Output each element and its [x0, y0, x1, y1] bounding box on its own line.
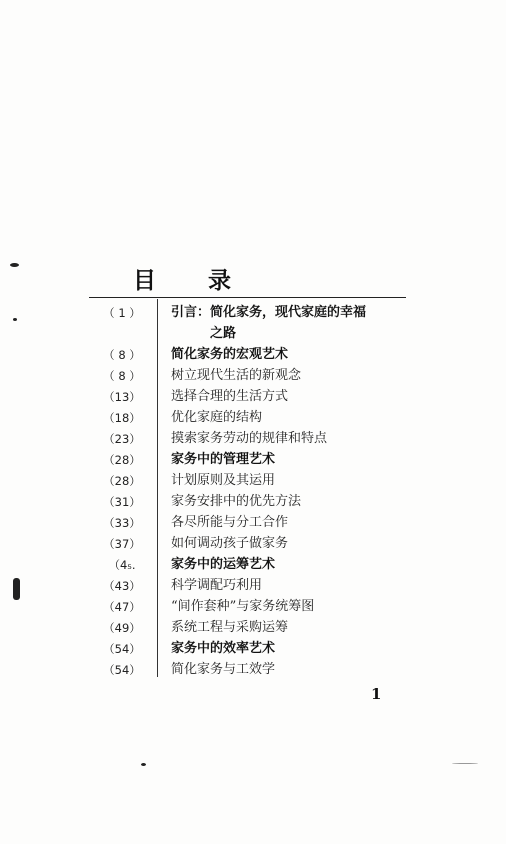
toc-entry: [0, 618, 506, 638]
toc-entry-text: 优化家庭的结构: [171, 410, 263, 425]
toc-page-ref: （ 1 ）: [103, 306, 141, 320]
toc-entry: [0, 471, 506, 491]
toc-entry-text: 引言：简化家务，现代家庭的幸福: [171, 305, 367, 320]
toc-entry: [0, 303, 506, 323]
toc-title: 目 录: [133, 268, 254, 294]
toc-entry: [0, 366, 506, 386]
toc-page-ref: （54）: [103, 642, 141, 656]
toc-entry-text: 简化家务的宏观艺术: [171, 347, 289, 362]
toc-entry-text: 家务中的管理艺术: [171, 452, 276, 467]
page-number: 1: [371, 685, 382, 703]
toc-entry: [0, 534, 506, 554]
toc-page-ref: （37）: [103, 537, 141, 551]
toc-page-ref: （18）: [103, 411, 141, 425]
toc-entry-text: 简化家务与工效学: [171, 662, 276, 677]
toc-page-ref: （ 8 ）: [103, 369, 141, 383]
toc-entry-text: 树立现代生活的新观念: [171, 368, 302, 383]
toc-entry-text: 之路: [210, 326, 237, 341]
toc-entry-continuation: [0, 324, 506, 344]
toc-page-ref: （ 8 ）: [103, 348, 141, 362]
toc-entry: [0, 408, 506, 428]
toc-entry: [0, 429, 506, 449]
toc-page-ref: （31）: [103, 495, 141, 509]
toc-entry: [0, 639, 506, 659]
toc-entry-text: 系统工程与采购运筹: [171, 620, 289, 635]
toc-entry-text: 摸索家务劳动的规律和特点: [171, 431, 328, 446]
toc-entry-text: 家务中的效率艺术: [171, 641, 276, 656]
toc-entry-text: 各尽所能与分工合作: [171, 515, 289, 530]
toc-page-ref: （47）: [103, 600, 141, 614]
toc-page-ref: （33）: [103, 516, 141, 530]
toc-entry: [0, 576, 506, 596]
toc-page-ref: （13）: [103, 390, 141, 404]
toc-entry-text: 计划原则及其运用: [171, 473, 276, 488]
toc-entry: [0, 450, 506, 470]
toc-entry: [0, 345, 506, 365]
toc-page-ref: （28）: [103, 474, 141, 488]
toc-entry: [0, 555, 506, 575]
toc-page-ref: （49）: [103, 621, 141, 635]
toc-entry-text: 家务中的运筹艺术: [171, 557, 276, 572]
toc-entry-text: “间作套种”与家务统筹图: [171, 599, 315, 614]
toc-entry-text: 如何调动孩子做家务: [171, 536, 289, 551]
toc-page-ref: （54）: [103, 663, 141, 677]
toc-entry: [0, 492, 506, 512]
toc-entry-text: 选择合理的生活方式: [171, 389, 289, 404]
toc-entry: [0, 513, 506, 533]
toc-entry: [0, 597, 506, 617]
toc-page-ref: （23）: [103, 432, 141, 446]
toc-page-ref: （43）: [103, 579, 141, 593]
toc-entry: [0, 387, 506, 407]
toc-page-ref: （28）: [103, 453, 141, 467]
toc-entry-text: 科学调配巧利用: [171, 578, 263, 593]
toc-page-ref: （4₅.: [108, 558, 136, 572]
toc-entry: [0, 660, 506, 680]
toc-entry-text: 家务安排中的优先方法: [171, 494, 302, 509]
